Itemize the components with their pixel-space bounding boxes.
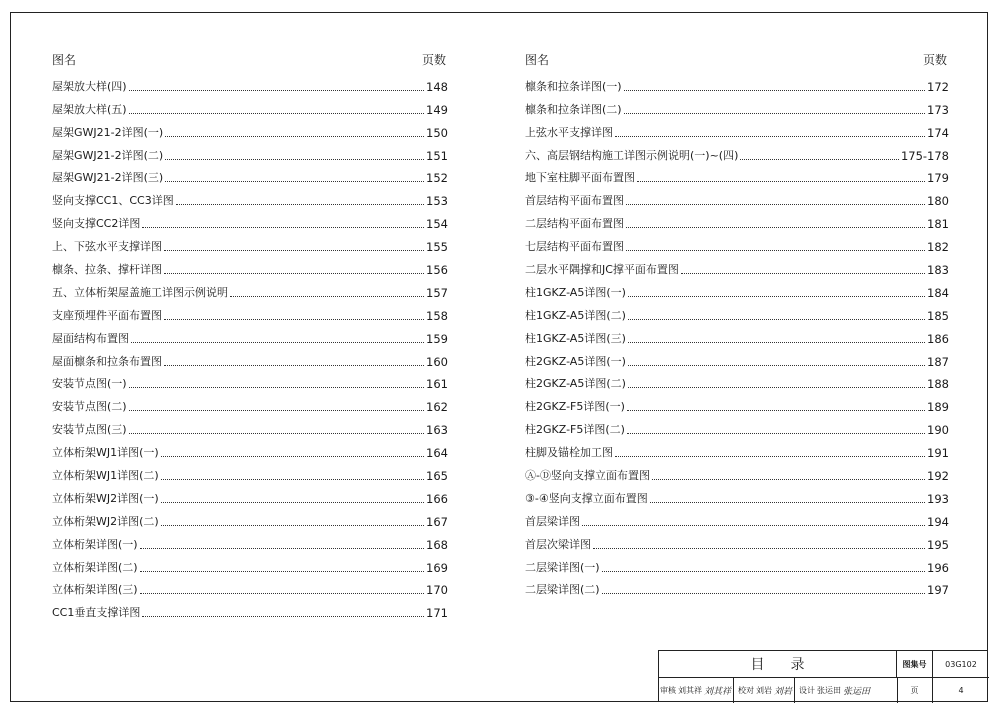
toc-entry xyxy=(52,254,448,277)
title-column-header: 图名 xyxy=(52,53,77,67)
entry-page-number: 195 xyxy=(927,537,949,552)
entry-title: 立体桁架详图(一) xyxy=(52,537,138,551)
atlas-number: 03G102 xyxy=(933,651,989,678)
entry-page-number: 166 xyxy=(426,491,448,506)
toc-entry xyxy=(52,185,448,208)
entry-title: 柱2GKZ-A5详图(二) xyxy=(525,377,626,391)
entry-page-number: 149 xyxy=(426,102,448,117)
dot-leader xyxy=(165,181,424,182)
entry-title: 立体桁架WJ1详图(一) xyxy=(52,446,159,460)
entry-title: 五、立体桁架屋盖施工详图示例说明 xyxy=(52,285,228,299)
dot-leader xyxy=(165,159,424,160)
toc-entry xyxy=(525,140,949,163)
entry-page-number: 152 xyxy=(426,171,448,186)
entry-page-number: 164 xyxy=(426,446,448,461)
entry-page-number: 182 xyxy=(927,240,949,255)
entry-page-number: 173 xyxy=(927,102,949,117)
entry-page-number: 148 xyxy=(426,79,448,94)
divider xyxy=(733,678,736,703)
toc-entry xyxy=(52,483,448,506)
toc-entry xyxy=(52,300,448,323)
dot-leader xyxy=(161,456,424,457)
dot-leader xyxy=(129,387,424,388)
entry-page-number: 192 xyxy=(927,469,949,484)
check-label: 校对 xyxy=(738,686,755,695)
toc-entry xyxy=(525,552,949,575)
entry-title: Ⓐ-Ⓓ竖向支撑立面布置图 xyxy=(525,469,650,483)
toc-list xyxy=(52,71,448,620)
dot-leader xyxy=(161,502,424,503)
toc-entry xyxy=(525,346,949,369)
entry-page-number: 151 xyxy=(426,148,448,163)
design-label: 设计 xyxy=(799,686,816,695)
dot-leader xyxy=(615,456,925,457)
entry-page-number: 171 xyxy=(426,606,448,621)
dot-leader xyxy=(628,319,925,320)
toc-entry xyxy=(525,483,949,506)
entry-title: 首层结构平面布置图 xyxy=(525,194,624,208)
entry-title: 竖向支撑CC1、CC3详图 xyxy=(52,194,174,208)
entry-page-number: 157 xyxy=(426,285,448,300)
entry-page-number: 185 xyxy=(927,308,949,323)
dot-leader xyxy=(140,571,424,572)
entry-title: 檩条和拉条详图(一) xyxy=(525,79,622,93)
entry-page-number: 162 xyxy=(426,400,448,415)
dot-leader xyxy=(164,273,424,274)
toc-entry xyxy=(52,163,448,186)
entry-title: 立体桁架WJ2详图(一) xyxy=(52,491,159,505)
entry-page-number: 193 xyxy=(927,491,949,506)
dot-leader xyxy=(681,273,925,274)
entry-title: 地下室柱脚平面布置图 xyxy=(525,171,635,185)
dot-leader xyxy=(142,616,424,617)
dot-leader xyxy=(164,250,424,251)
toc-entry xyxy=(52,323,448,346)
entry-title: 柱1GKZ-A5详图(一) xyxy=(525,285,626,299)
dot-leader xyxy=(628,342,925,343)
entry-title: 安装节点图(三) xyxy=(52,423,127,437)
toc-entry xyxy=(52,437,448,460)
toc-entry xyxy=(525,163,949,186)
dot-leader xyxy=(628,387,925,388)
entry-page-number: 170 xyxy=(426,583,448,598)
entry-page-number: 181 xyxy=(927,217,949,232)
toc-entry xyxy=(525,437,949,460)
toc-entry xyxy=(525,529,949,552)
entry-title: 柱1GKZ-A5详图(三) xyxy=(525,331,626,345)
entry-page-number: 168 xyxy=(426,537,448,552)
dot-leader xyxy=(593,548,925,549)
toc-entry xyxy=(52,369,448,392)
entry-title: 檩条、拉条、撑杆详图 xyxy=(52,263,162,277)
dot-leader xyxy=(176,204,424,205)
entry-page-number: 169 xyxy=(426,560,448,575)
toc-entry xyxy=(525,117,949,140)
toc-entry xyxy=(525,94,949,117)
entry-page-number: 167 xyxy=(426,514,448,529)
toc-entry xyxy=(525,300,949,323)
entry-page-number: 159 xyxy=(426,331,448,346)
entry-title: 屋架GWJ21-2详图(二) xyxy=(52,148,164,162)
dot-leader xyxy=(140,548,424,549)
dot-leader xyxy=(624,113,925,114)
sheet-title: 目录 xyxy=(659,651,897,678)
toc-entry xyxy=(52,231,448,254)
dot-leader xyxy=(165,136,424,137)
entry-title: 立体桁架详图(二) xyxy=(52,560,138,574)
dot-leader xyxy=(650,502,925,503)
title-block xyxy=(658,650,988,702)
toc-entry xyxy=(525,231,949,254)
entry-page-number: 187 xyxy=(927,354,949,369)
toc-entry xyxy=(52,71,448,94)
dot-leader xyxy=(164,365,424,366)
toc-entry xyxy=(525,208,949,231)
toc-header xyxy=(525,50,949,68)
entry-title: 二层梁详图(一) xyxy=(525,560,600,574)
dot-leader xyxy=(627,410,925,411)
entry-title: 上、下弦水平支撑详图 xyxy=(52,240,162,254)
toc-entry xyxy=(525,460,949,483)
entry-title: 柱2GKZ-F5详图(二) xyxy=(525,423,625,437)
entry-title: 立体桁架WJ1详图(二) xyxy=(52,469,159,483)
design-signature: 张运田 xyxy=(843,687,871,697)
toc-entry xyxy=(52,117,448,140)
entry-title: CC1垂直支撑详图 xyxy=(52,606,141,620)
entry-title: 六、高层钢结构施工详图示例说明(一)~(四) xyxy=(525,148,739,162)
entry-page-number: 150 xyxy=(426,125,448,140)
entry-title: 二层梁详图(二) xyxy=(525,583,600,597)
dot-leader xyxy=(652,479,925,480)
entry-page-number: 153 xyxy=(426,194,448,209)
entry-title: 上弦水平支撑详图 xyxy=(525,125,613,139)
entry-title: 檩条和拉条详图(二) xyxy=(525,102,622,116)
dot-leader xyxy=(628,365,925,366)
entry-page-number: 172 xyxy=(927,79,949,94)
dot-leader xyxy=(161,479,424,480)
entry-page-number: 179 xyxy=(927,171,949,186)
toc-entry xyxy=(52,391,448,414)
toc-entry xyxy=(52,346,448,369)
entry-page-number: 189 xyxy=(927,400,949,415)
entry-page-number: 163 xyxy=(426,423,448,438)
dot-leader xyxy=(142,227,424,228)
entry-page-number: 180 xyxy=(927,194,949,209)
entry-title: ③-④竖向支撑立面布置图 xyxy=(525,491,648,505)
entry-page-number: 196 xyxy=(927,560,949,575)
dot-leader xyxy=(129,410,424,411)
entry-title: 二层结构平面布置图 xyxy=(525,217,624,231)
toc-entry xyxy=(525,185,949,208)
entry-page-number: 194 xyxy=(927,514,949,529)
toc-entry xyxy=(52,552,448,575)
toc-entry xyxy=(52,94,448,117)
dot-leader xyxy=(129,433,424,434)
entry-title: 屋面檩条和拉条布置图 xyxy=(52,354,162,368)
toc-entry xyxy=(525,254,949,277)
entry-page-number: 188 xyxy=(927,377,949,392)
entry-title: 屋面结构布置图 xyxy=(52,331,129,345)
entry-page-number: 160 xyxy=(426,354,448,369)
entry-title: 屋架放大样(五) xyxy=(52,102,127,116)
entry-page-number: 165 xyxy=(426,469,448,484)
title-column-header: 图名 xyxy=(525,53,550,67)
entry-title: 柱脚及锚栓加工图 xyxy=(525,446,613,460)
entry-title: 支座预埋件平面布置图 xyxy=(52,308,162,322)
entry-title: 首层次梁详图 xyxy=(525,537,591,551)
toc-entry xyxy=(525,414,949,437)
toc-entry xyxy=(52,414,448,437)
dot-leader xyxy=(129,90,424,91)
dot-leader xyxy=(740,159,899,160)
entry-page-number: 156 xyxy=(426,263,448,278)
toc-entry xyxy=(525,277,949,300)
dot-leader xyxy=(615,136,925,137)
page-label: 页 xyxy=(897,678,933,703)
dot-leader xyxy=(628,296,925,297)
dot-leader xyxy=(626,204,925,205)
toc-entry xyxy=(52,460,448,483)
check-name: 刘岩 xyxy=(756,686,773,695)
entry-page-number: 191 xyxy=(927,446,949,461)
entry-page-number: 190 xyxy=(927,423,949,438)
divider xyxy=(794,678,797,703)
toc-entry xyxy=(525,323,949,346)
dot-leader xyxy=(624,90,925,91)
dot-leader xyxy=(602,571,925,572)
toc-entry xyxy=(525,575,949,598)
dot-leader xyxy=(626,227,925,228)
entry-title: 二层水平隅撑和JC撑平面布置图 xyxy=(525,263,679,277)
dot-leader xyxy=(230,296,424,297)
entry-page-number: 183 xyxy=(927,263,949,278)
page-column-header: 页数 xyxy=(922,53,947,67)
entry-page-number: 175-178 xyxy=(900,148,949,163)
entry-page-number: 155 xyxy=(426,240,448,255)
dot-leader xyxy=(129,113,424,114)
entry-page-number: 197 xyxy=(927,583,949,598)
review-signature: 刘其祥 xyxy=(704,687,732,697)
entry-page-number: 184 xyxy=(927,285,949,300)
dot-leader xyxy=(161,525,424,526)
page-column-header: 页数 xyxy=(421,53,446,67)
toc-entry xyxy=(52,506,448,529)
dot-leader xyxy=(140,593,424,594)
toc-entry xyxy=(525,71,949,94)
entry-title: 立体桁架WJ2详图(二) xyxy=(52,514,159,528)
review-name: 刘其祥 xyxy=(678,686,702,695)
entry-title: 七层结构平面布置图 xyxy=(525,240,624,254)
entry-title: 竖向支撑CC2详图 xyxy=(52,217,141,231)
atlas-number-label: 图集号 xyxy=(897,651,933,678)
toc-column-left xyxy=(52,50,448,620)
dot-leader xyxy=(164,319,424,320)
entry-page-number: 158 xyxy=(426,308,448,323)
dot-leader xyxy=(626,250,925,251)
toc-list xyxy=(525,71,949,597)
entry-page-number: 174 xyxy=(927,125,949,140)
entry-title: 屋架GWJ21-2详图(三) xyxy=(52,171,164,185)
entry-title: 安装节点图(一) xyxy=(52,377,127,391)
dot-leader xyxy=(637,181,925,182)
entry-page-number: 186 xyxy=(927,331,949,346)
dot-leader xyxy=(627,433,925,434)
dot-leader xyxy=(582,525,925,526)
design-name: 张运田 xyxy=(817,686,842,695)
page-number: 4 xyxy=(958,686,964,695)
toc-entry xyxy=(525,391,949,414)
toc-entry xyxy=(52,208,448,231)
entry-page-number: 154 xyxy=(426,217,448,232)
entry-title: 屋架放大样(四) xyxy=(52,79,127,93)
toc-entry xyxy=(52,575,448,598)
entry-title: 安装节点图(二) xyxy=(52,400,127,414)
entry-title: 立体桁架详图(三) xyxy=(52,583,138,597)
toc-entry xyxy=(525,506,949,529)
signature-row xyxy=(659,678,898,703)
toc-entry xyxy=(52,277,448,300)
toc-entry xyxy=(52,529,448,552)
review-label: 审核 xyxy=(660,686,676,695)
dot-leader xyxy=(602,593,925,594)
entry-title: 柱1GKZ-A5详图(二) xyxy=(525,308,626,322)
dot-leader xyxy=(131,342,424,343)
check-signature: 刘岩 xyxy=(774,687,793,697)
toc-header xyxy=(52,50,448,68)
toc-entry xyxy=(525,369,949,392)
entry-title: 柱2GKZ-A5详图(一) xyxy=(525,354,626,368)
entry-page-number: 161 xyxy=(426,377,448,392)
toc-column-right xyxy=(525,50,949,597)
toc-entry xyxy=(52,597,448,620)
entry-title: 柱2GKZ-F5详图(一) xyxy=(525,400,625,414)
toc-entry xyxy=(52,140,448,163)
entry-title: 屋架GWJ21-2详图(一) xyxy=(52,125,164,139)
entry-title: 首层梁详图 xyxy=(525,514,580,528)
